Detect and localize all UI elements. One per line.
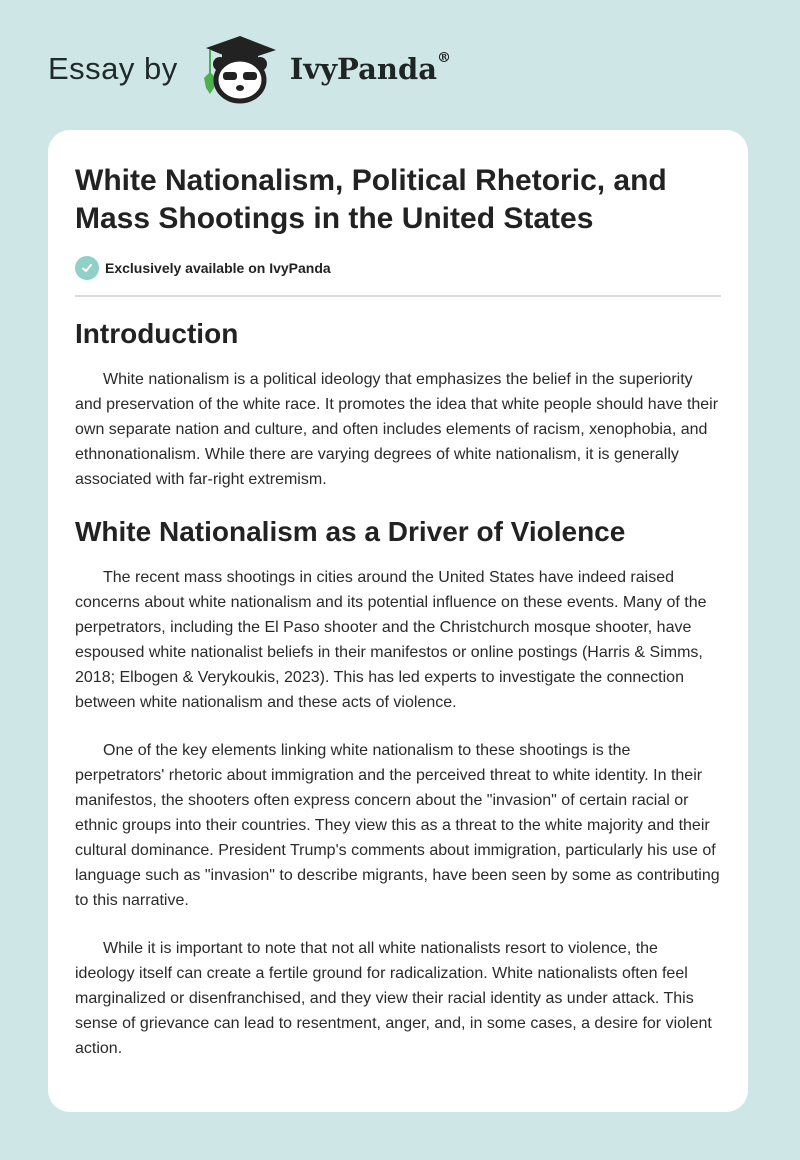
paragraph: One of the key elements linking white nationalism to these shootings is the perpetrators' rhetoric about immigration and the perceived threat to white identity. In their manifestos, the shooters often express concern about the "invasion" of certain racial or ethnic groups into their countries. They view this as a threat to the white majority and their cultural dominance. President Trump's comments about immigration, particularly his use of language such as "invasion" to describe migrants, have been seen by some as contributing to this narrative. [75, 742, 720, 909]
registered-mark: ® [437, 50, 452, 66]
paragraph: While it is important to note that not all white nationalists resort to violence, the ideology itself can create a fertile ground for radicalization. White nationalists often feel marginalized or disenfranchised, and they view their racial identity as under attack. This sense of grievance can lead to resentment, anger, and, in some cases, a desire for violent action. [75, 940, 712, 1057]
exclusive-label: Exclusively available on IvyPanda [105, 260, 331, 276]
check-icon [75, 256, 99, 280]
exclusive-badge [75, 256, 721, 280]
essay-by-label: Essay by [48, 51, 178, 86]
brand-name [290, 52, 451, 86]
brand-header [48, 34, 451, 104]
brand-text: IvyPanda [289, 52, 438, 86]
essay-card [48, 130, 748, 1112]
essay-title: White Nationalism, Political Rhetoric, and Mass Shootings in the United States [75, 164, 667, 235]
ivypanda-logo-icon [196, 34, 282, 104]
paragraph: The recent mass shootings in cities around the United States have indeed raised concerns about white nationalism and its potential influence on these events. Many of the perpetrators, including the El Paso shooter and the Christchurch mosque shooter, have espoused white nationalist beliefs in their manifestos or online postings (Harris & Simms, 2018; Elbogen & Verykoukis, 2023). This has led experts to investigate the connection between white nationalism and these acts of violence. [75, 569, 707, 711]
section-heading: White Nationalism as a Driver of Violence [75, 516, 626, 547]
section-heading: Introduction [75, 318, 239, 349]
paragraph: White nationalism is a political ideology that emphasizes the belief in the superiority and preservation of the white race. It promotes the idea that white people should have their own separate nation and culture, and often includes elements of racism, xenophobia, and ethnonationalism. While there are varying degrees of white nationalism, it is generally associated with far-right extremism. [75, 371, 719, 488]
divider [75, 295, 721, 297]
